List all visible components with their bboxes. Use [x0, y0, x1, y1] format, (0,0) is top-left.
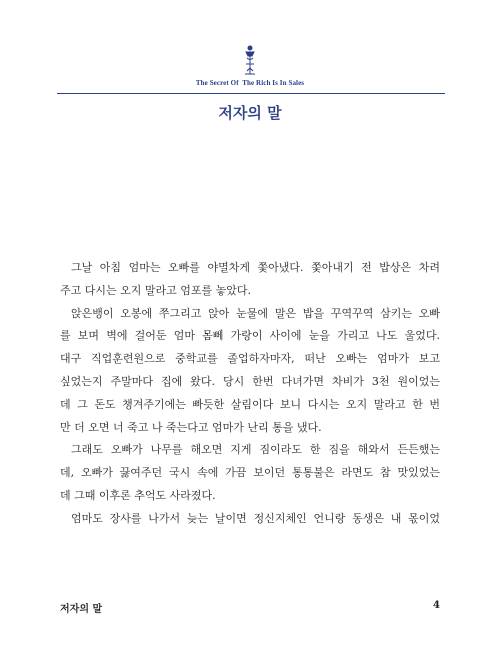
text-line: 그래도 오빠가 나무를 해오면 지게 짐이라도 한 짐을 해와서 든든했는 [71, 443, 440, 457]
book-title-header: The Secret Of The Rich Is In Sales [195, 79, 305, 87]
header-divider [57, 93, 445, 94]
text-line: 그날 아침 엄마는 오빠를 야멸차게 쫓아냈다. 쫓아내기 전 밥상은 차려 [71, 261, 440, 274]
text-line: 주고 다시는 오지 말라고 엄포를 놓았다. [60, 283, 251, 297]
text-line: 데, 오빠가 끓여주던 국시 속에 가끔 보이던 통통불은 라면도 참 맛있었는 [60, 466, 440, 480]
text-line: 를 보며 벽에 걸어둔 엄마 몸뻬 가랑이 사이에 눈을 가리고 나도 울었다. [60, 329, 440, 343]
text-line: 엄마도 장사를 나가서 늦는 날이면 정신지체인 언니랑 동생은 내 몫이었 [71, 511, 440, 525]
text-line: 앉은뱅이 오봉에 쭈그리고 앉아 눈물에 말은 밥을 꾸역꾸역 삼키는 오빠 [71, 306, 440, 320]
text-line: 데 그 돈도 챙겨주기에는 빠듯한 살림이다 보니 다시는 오지 말라고 한 번 [60, 397, 440, 411]
text-line: 데 그때 이후론 추억도 사라졌다. [60, 488, 216, 502]
text-line: 싶었는지 주말마다 집에 왔다. 당시 한번 다녀가면 차비가 3천 원이었는 [60, 374, 440, 388]
page-number: 4 [433, 600, 440, 611]
text-line: 만 더 오면 너 죽고 나 죽는다고 엄마가 난리 통을 냈다. [60, 420, 322, 434]
footer-section-label: 저자의 말 [60, 604, 103, 615]
chapter-title: 저자의 말 [218, 104, 282, 122]
tower-ornament-icon [232, 44, 268, 78]
text-line: 대구 직업훈련원으로 중학교를 졸업하자마자, 떠난 오빠는 엄마가 보고 [60, 352, 440, 366]
body-text [60, 257, 440, 531]
